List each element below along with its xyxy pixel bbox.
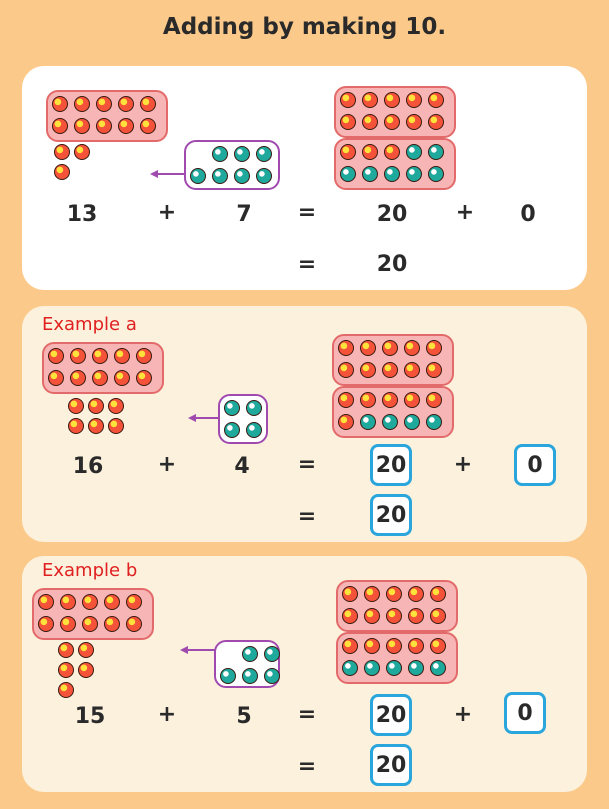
- teal-counter: [224, 400, 240, 416]
- red-counter: [118, 96, 134, 112]
- equals-sign-2: =: [297, 754, 317, 779]
- red-counter: [68, 398, 84, 414]
- red-counter: [404, 340, 420, 356]
- red-counter: [140, 96, 156, 112]
- teal-counter: [360, 414, 376, 430]
- teal-counter: [426, 414, 442, 430]
- red-counter: [58, 642, 74, 658]
- red-counter: [48, 370, 64, 386]
- red-counter: [340, 92, 356, 108]
- example-b-label: Example b: [42, 560, 138, 581]
- teal-counter: [220, 668, 236, 684]
- teal-counter: [242, 646, 258, 662]
- equals-sign-2: =: [297, 504, 317, 529]
- ones-box[interactable]: 0: [514, 444, 556, 486]
- equals-sign: =: [297, 200, 317, 225]
- teal-counter: [386, 660, 402, 676]
- red-counter: [60, 594, 76, 610]
- red-counter: [96, 118, 112, 134]
- teal-counter: [408, 660, 424, 676]
- red-counter: [38, 616, 54, 632]
- red-counter: [126, 594, 142, 610]
- loose-counters-left: [68, 398, 138, 438]
- red-counter: [54, 164, 70, 180]
- red-counter: [340, 144, 356, 160]
- red-counter: [48, 348, 64, 364]
- plus-sign-2: +: [453, 702, 473, 727]
- red-counter: [140, 118, 156, 134]
- red-counter: [360, 392, 376, 408]
- red-counter: [52, 96, 68, 112]
- teal-counter: [406, 166, 422, 182]
- ones-value: 0: [520, 202, 536, 227]
- teal-counter: [242, 668, 258, 684]
- red-counter: [54, 144, 70, 160]
- teal-counter: [246, 400, 262, 416]
- red-counter: [386, 586, 402, 602]
- red-counter: [136, 348, 152, 364]
- red-counter: [338, 414, 354, 430]
- teal-counter: [428, 166, 444, 182]
- red-counter: [342, 586, 358, 602]
- teal-counter: [382, 414, 398, 430]
- teal-counter: [234, 146, 250, 162]
- ten-frame-right-bottom: [336, 632, 458, 684]
- example-b-panel: [22, 556, 587, 792]
- red-counter: [82, 594, 98, 610]
- loose-counters-left: [58, 642, 128, 682]
- red-counter: [382, 362, 398, 378]
- red-counter: [70, 348, 86, 364]
- teal-counter: [264, 668, 280, 684]
- teal-counter: [428, 144, 444, 160]
- teal-counter: [212, 146, 228, 162]
- loose-counters-left: [54, 144, 104, 184]
- teal-counter: [224, 422, 240, 438]
- red-counter: [360, 362, 376, 378]
- addend-b: 5: [236, 704, 252, 729]
- red-counter: [360, 340, 376, 356]
- counters-group-right: [214, 640, 280, 688]
- red-counter: [92, 370, 108, 386]
- ten-frame-left: [46, 90, 168, 142]
- red-counter: [74, 118, 90, 134]
- red-counter: [362, 114, 378, 130]
- teal-counter: [362, 166, 378, 182]
- red-counter: [430, 586, 446, 602]
- teal-counter: [384, 166, 400, 182]
- red-counter: [114, 370, 130, 386]
- red-counter: [338, 392, 354, 408]
- main-panel: [22, 66, 587, 290]
- red-counter: [428, 114, 444, 130]
- teal-counter: [264, 646, 280, 662]
- equals-sign: =: [297, 702, 317, 727]
- red-counter: [88, 418, 104, 434]
- red-counter: [114, 348, 130, 364]
- red-counter: [408, 586, 424, 602]
- tens-value: 20: [376, 202, 408, 227]
- teal-counter: [430, 660, 446, 676]
- red-counter: [60, 616, 76, 632]
- tens-box[interactable]: 20: [370, 694, 412, 736]
- teal-counter: [246, 422, 262, 438]
- teal-counter: [234, 168, 250, 184]
- red-counter: [364, 586, 380, 602]
- red-counter: [82, 616, 98, 632]
- counters-group-right: [218, 394, 268, 444]
- red-counter: [408, 638, 424, 654]
- addend-b: 4: [234, 454, 250, 479]
- ten-frame-right-bottom: [332, 386, 454, 438]
- plus-sign: +: [157, 200, 177, 225]
- red-counter: [386, 638, 402, 654]
- red-counter: [430, 608, 446, 624]
- red-counter: [58, 682, 74, 698]
- red-counter: [342, 638, 358, 654]
- red-counter: [342, 608, 358, 624]
- example-a-panel: [22, 306, 587, 542]
- teal-counter: [342, 660, 358, 676]
- result-box[interactable]: 20: [370, 494, 412, 536]
- arrow-left-icon: [186, 412, 220, 424]
- ten-frame-right-bottom: [334, 138, 456, 190]
- teal-counter: [256, 146, 272, 162]
- plus-sign-2: +: [453, 452, 473, 477]
- red-counter: [92, 348, 108, 364]
- red-counter: [382, 340, 398, 356]
- ten-frame-right-top: [336, 580, 458, 632]
- red-counter: [406, 114, 422, 130]
- red-counter: [362, 144, 378, 160]
- teal-counter: [404, 414, 420, 430]
- red-counter: [70, 370, 86, 386]
- red-counter: [126, 616, 142, 632]
- ten-frame-left: [42, 342, 164, 394]
- red-counter: [406, 92, 422, 108]
- arrow-left-icon: [148, 168, 188, 180]
- red-counter: [384, 92, 400, 108]
- equals-sign-2: =: [297, 252, 317, 277]
- arrow-left-icon: [178, 644, 218, 656]
- plus-sign: +: [157, 702, 177, 727]
- red-counter: [338, 362, 354, 378]
- red-counter: [338, 340, 354, 356]
- ten-frame-left: [32, 588, 154, 640]
- ones-box[interactable]: 0: [504, 692, 546, 734]
- teal-counter: [406, 144, 422, 160]
- red-counter: [426, 362, 442, 378]
- red-counter: [364, 638, 380, 654]
- teal-counter: [364, 660, 380, 676]
- ten-frame-right-top: [334, 86, 456, 138]
- red-counter: [408, 608, 424, 624]
- teal-counter: [340, 166, 356, 182]
- counters-group-right: [184, 140, 280, 190]
- red-counter: [428, 92, 444, 108]
- example-a-label: Example a: [42, 314, 137, 335]
- red-counter: [426, 392, 442, 408]
- result-value: 20: [376, 252, 408, 277]
- red-counter: [364, 608, 380, 624]
- tens-box[interactable]: 20: [370, 444, 412, 486]
- red-counter: [52, 118, 68, 134]
- ten-frame-right-top: [332, 334, 454, 386]
- red-counter: [108, 398, 124, 414]
- red-counter: [384, 144, 400, 160]
- red-counter: [88, 398, 104, 414]
- teal-counter: [212, 168, 228, 184]
- plus-sign: +: [157, 452, 177, 477]
- addend-a: 15: [74, 704, 106, 729]
- red-counter: [68, 418, 84, 434]
- red-counter: [78, 662, 94, 678]
- red-counter: [104, 594, 120, 610]
- result-box[interactable]: 20: [370, 744, 412, 786]
- red-counter: [108, 418, 124, 434]
- red-counter: [38, 594, 54, 610]
- plus-sign-2: +: [455, 200, 475, 225]
- red-counter: [404, 392, 420, 408]
- addend-a: 13: [66, 202, 98, 227]
- red-counter: [96, 96, 112, 112]
- red-counter: [118, 118, 134, 134]
- red-counter: [382, 392, 398, 408]
- red-counter: [384, 114, 400, 130]
- red-counter: [74, 144, 90, 160]
- page-title: Adding by making 10.: [162, 14, 447, 40]
- teal-counter: [256, 168, 272, 184]
- equals-sign: =: [297, 452, 317, 477]
- teal-counter: [190, 168, 206, 184]
- addend-a: 16: [72, 454, 104, 479]
- red-counter: [104, 616, 120, 632]
- red-counter: [58, 662, 74, 678]
- addend-b: 7: [236, 202, 252, 227]
- red-counter: [404, 362, 420, 378]
- red-counter: [74, 96, 90, 112]
- red-counter: [386, 608, 402, 624]
- red-counter: [136, 370, 152, 386]
- red-counter: [340, 114, 356, 130]
- red-counter: [430, 638, 446, 654]
- red-counter: [426, 340, 442, 356]
- red-counter: [78, 642, 94, 658]
- red-counter: [362, 92, 378, 108]
